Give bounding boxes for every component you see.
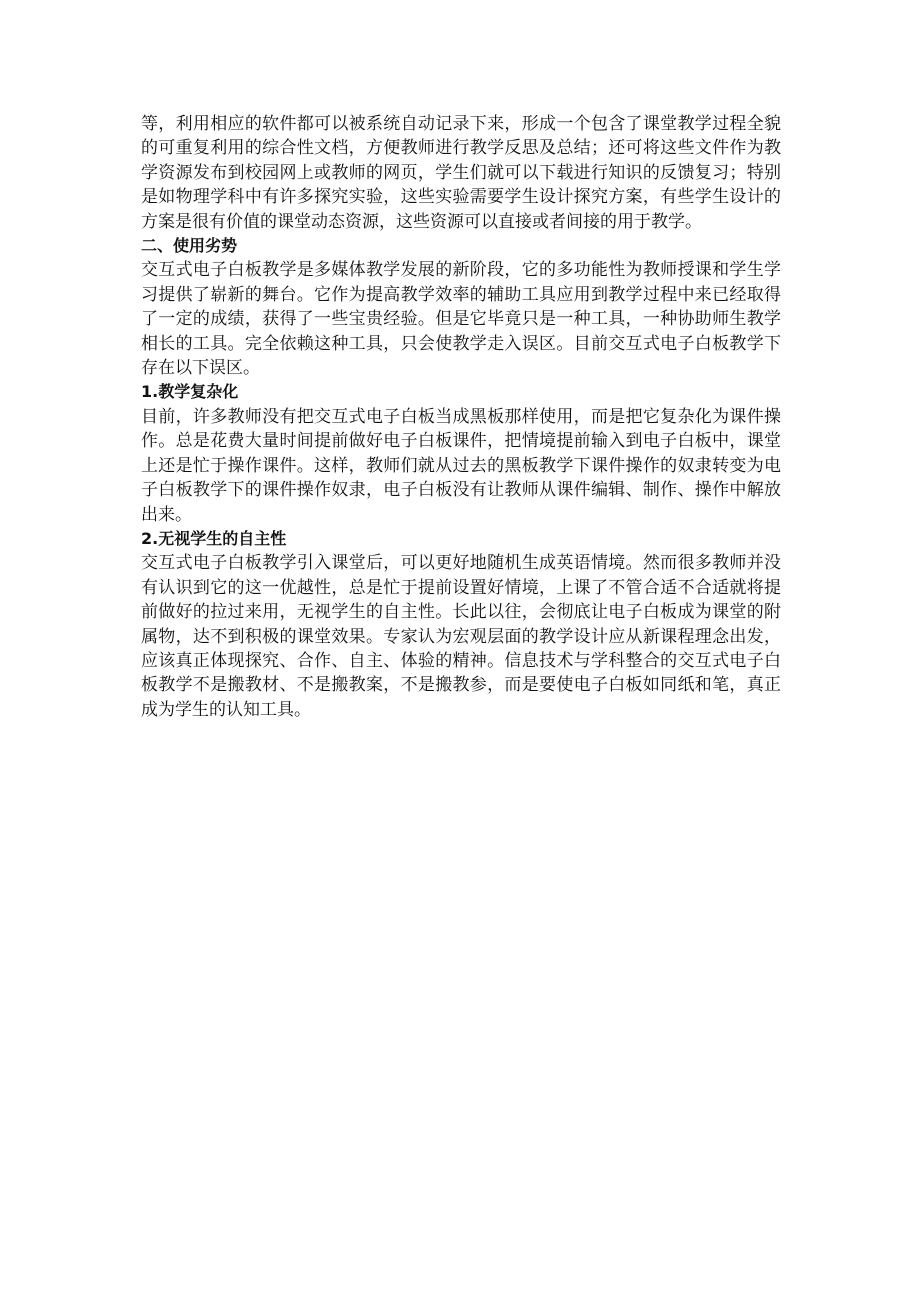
student-autonomy-paragraph: 交互式电子白板教学引入课堂后，可以更好地随机生成英语情境。然而很多教师并没有认识到它的这一优越性，总是忙于提前设置好情境，上课了不管合适不合适就将提前做好的拉过来用，无视学生的自主性。长此以往，会彻底让电子白板成为课堂的附属物，达不到积极的课堂效果。专家认为宏观层面的教学设计应从新课程理念出发，应该真正体现探究、合作、自主、体验的精神。信息技术与学科整合的交互式电子白板教学不是搬教材、不是搬教案，不是搬教参，而是要使电子白板如同纸和笔，真正成为学生的认知工具。 <box>141 553 781 720</box>
subheading-complexity: 1.教学复杂化 <box>141 382 239 402</box>
disadvantages-paragraph: 交互式电子白板教学是多媒体教学发展的新阶段，它的多功能性为教师授课和学生学习提供了崭新的舞台。它作为提高教学效率的辅助工具应用到教学过程中来已经取得了一定的成绩，获得了一些宝贵经验。但是它毕竟只是一种工具，一种协助师生教学相长的工具。完全依赖这种工具，只会使教学走入误区。目前交互式电子白板教学下存在以下误区。 <box>141 260 781 379</box>
intro-paragraph: 等，利用相应的软件都可以被系统自动记录下来，形成一个包含了课堂教学过程全貌的可重复利用的综合性文档，方便教师进行教学反思及总结；还可将这些文件作为教学资源发布到校园网上或教师的网页，学生们就可以下载进行知识的反馈复习；特别是如物理学科中有许多探究实验，这些实验需要学生设计探究方案，有些学生设计的方案是很有价值的课堂动态资源，这些资源可以直接或者间接的用于教学。 <box>141 114 781 232</box>
subheading-student-autonomy: 2.无视学生的自主性 <box>141 528 287 548</box>
document-body <box>141 112 781 722</box>
section-heading-disadvantages: 二、使用劣势 <box>141 236 238 256</box>
complexity-paragraph: 目前，许多教师没有把交互式电子白板当成黑板那样使用，而是把它复杂化为课件操作。总是花费大量时间提前做好电子白板课件，把情境提前输入到电子白板中，课堂上还是忙于操作课件。这样，教师们就从过去的黑板教学下课件操作的奴隶转变为电子白板教学下的课件操作奴隶，电子白板没有让教师从课件编辑、制作、操作中解放出来。 <box>141 406 781 525</box>
